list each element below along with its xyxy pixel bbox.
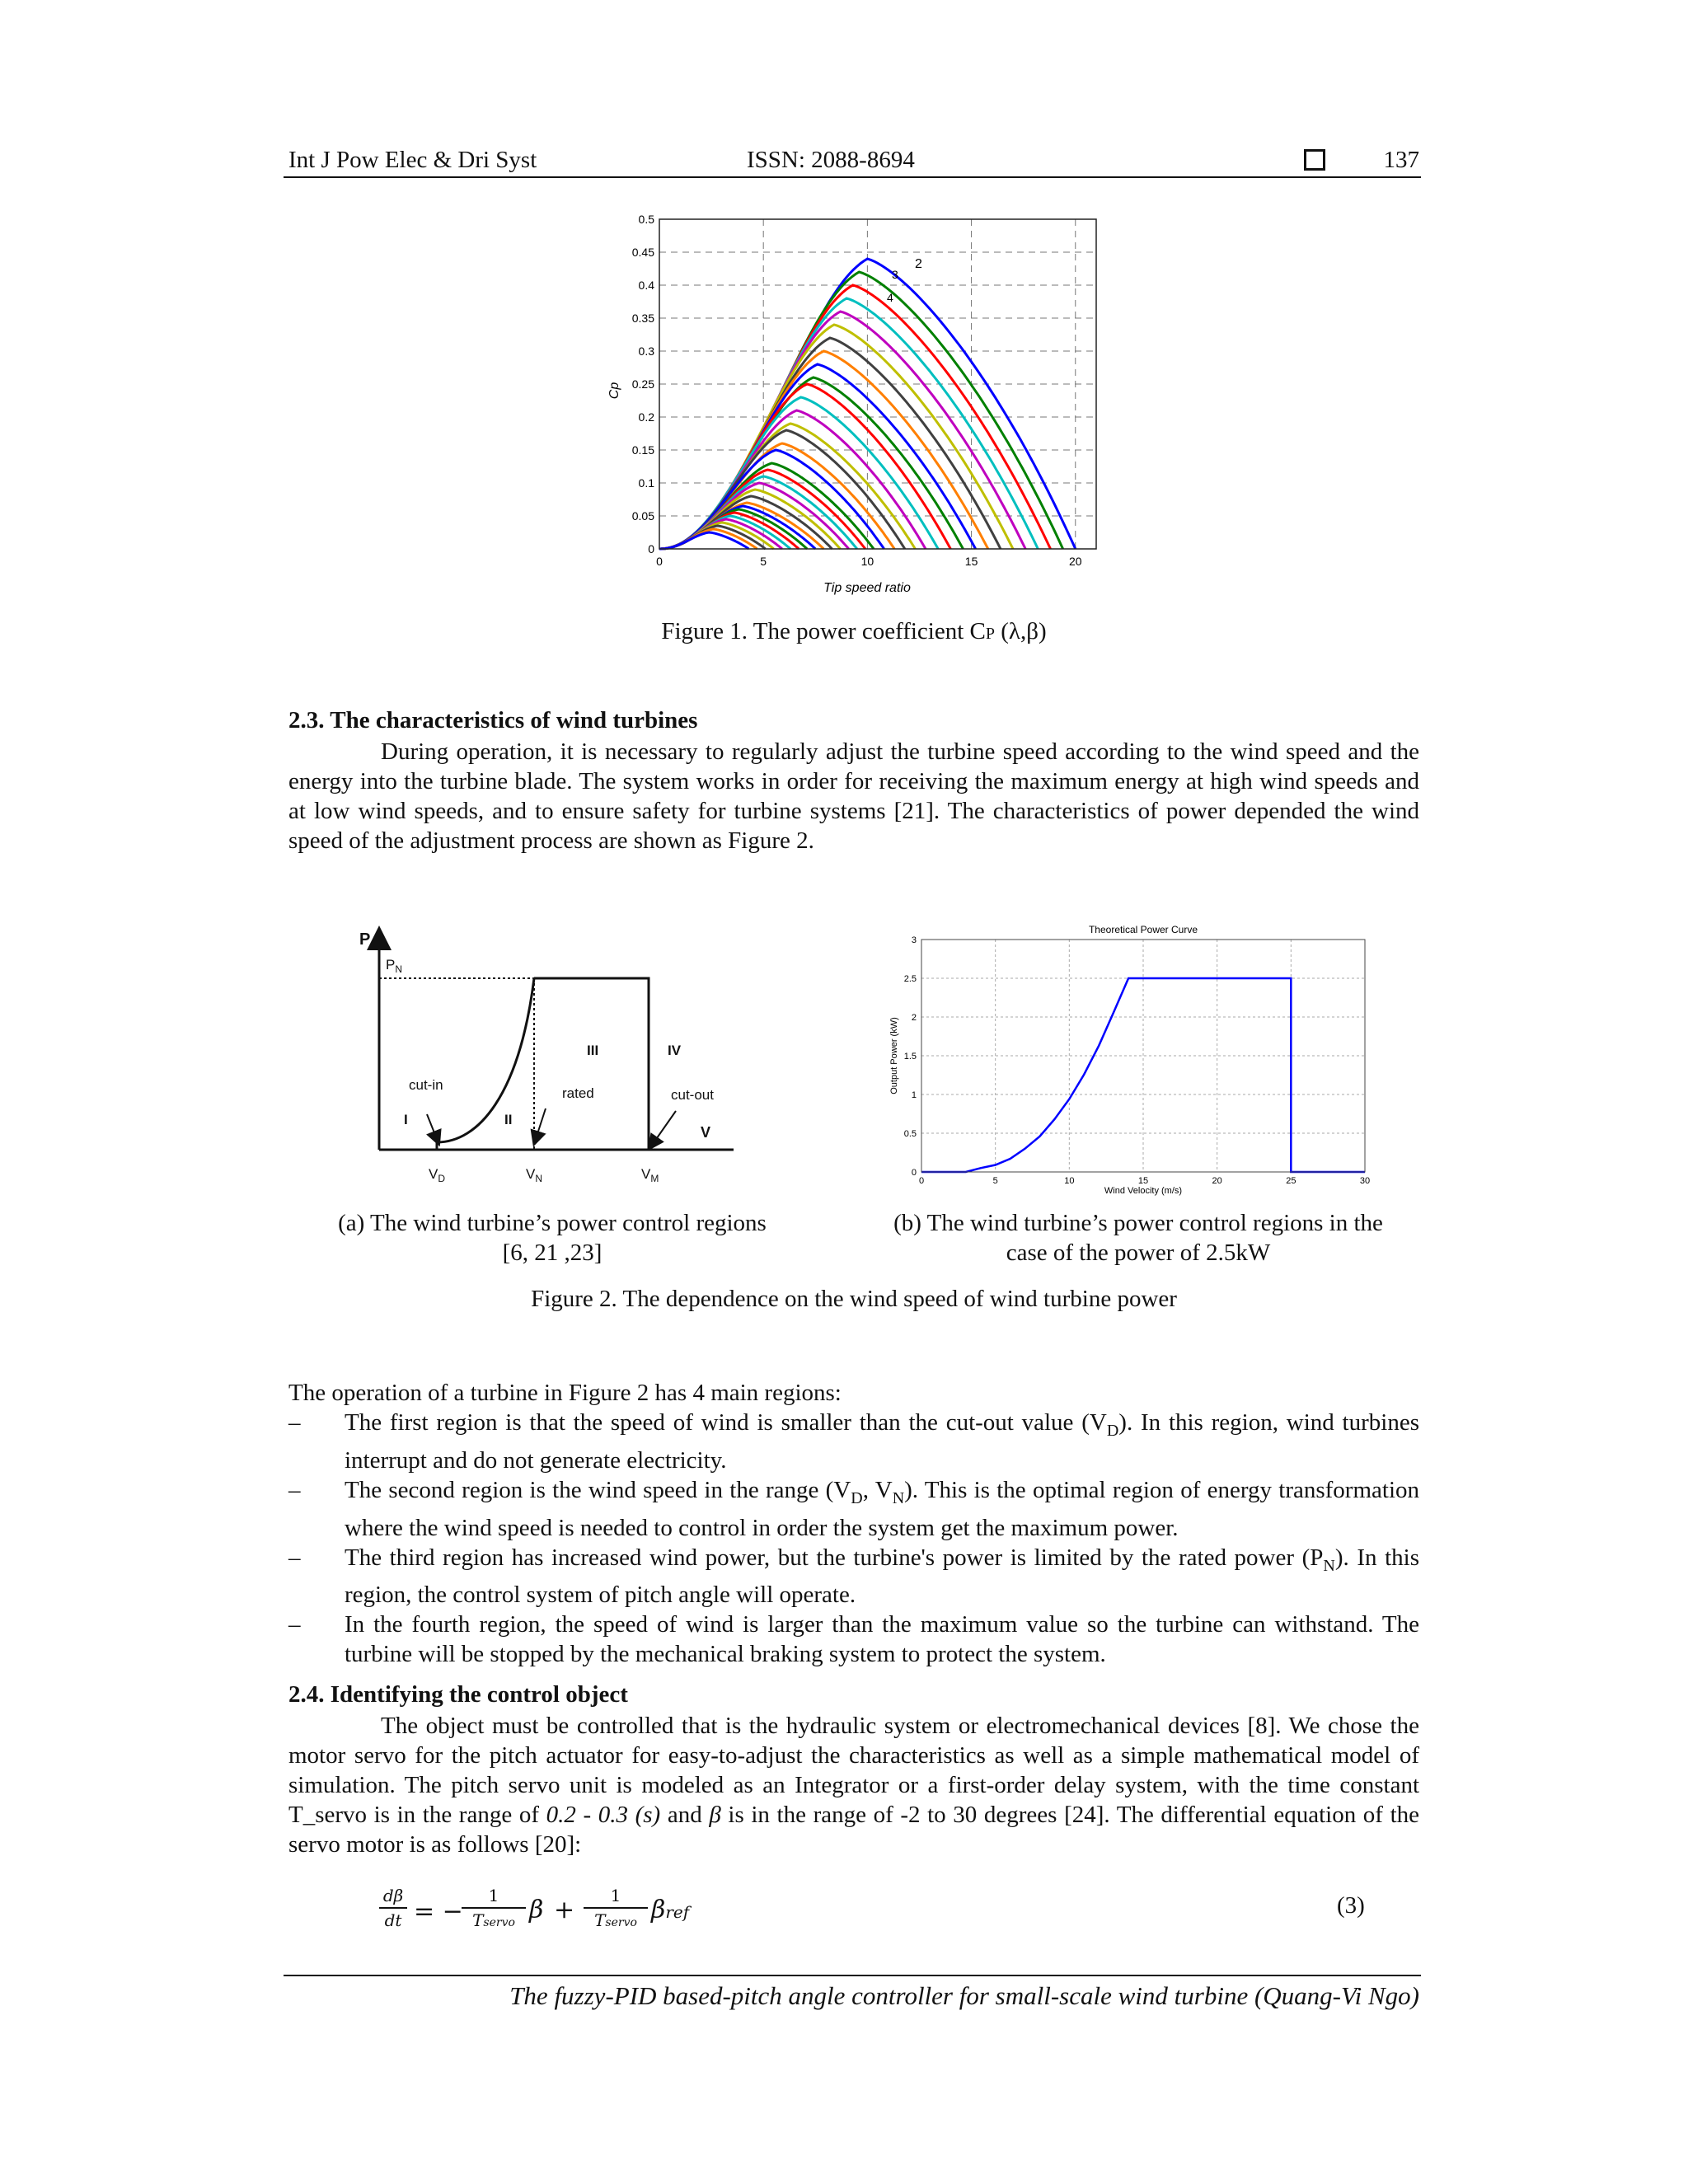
x-tick-label: 20: [1212, 1176, 1222, 1186]
pn-label: $P_N$: [386, 957, 403, 975]
power-curve: [437, 978, 534, 1150]
section-2-3-body: During operation, it is necessary to regularly adjust the turbine speed according to the wind speed and the energy into the turbine blade. The system works in order for receiving the maximum energy at high wind speeds and at low wind speeds, and to ensure safety for turbine systems [21]. The characteristics of power depended the wind speed of the adjustment process are shown as Figure 2.: [288, 738, 1419, 854]
figure2a-caption: (a) The wind turbine’s power control regions [6, 21 ,23]: [338, 1210, 767, 1266]
y-tick-label: 3: [911, 935, 917, 945]
page-footer: The fuzzy-PID based-pitch angle controller for small-scale wind turbine (Quang-Vi Ngo): [509, 1981, 1419, 2010]
list-item: – The second region is the wind speed in the range ($V_D$, $V_N$). This is the optimal region of energy transformation where the wind speed is needed to control in order the system get the maximum power.: [288, 1476, 1420, 1541]
y-tick-label: 0.2: [638, 410, 654, 424]
curve-label-3: 3: [892, 268, 898, 281]
cut-out-arrow: [653, 1111, 676, 1144]
vn-label: $V_N$: [526, 1166, 543, 1184]
figure2b-power-curve-chart: [887, 921, 1381, 1202]
y-tick-label: 0.3: [638, 344, 654, 358]
y-tick-label: 0: [911, 1168, 917, 1178]
rated-arrow: [536, 1108, 546, 1139]
rated-label: rated: [562, 1085, 594, 1101]
y-tick-label: 0.15: [631, 443, 654, 457]
figure2b-caption: (b) The wind turbine’s power control regions in the case of the power of 2.5kW: [893, 1210, 1383, 1266]
x-tick-label: 5: [760, 555, 767, 568]
section-2-4-body: The object must be controlled that is the hydraulic system or electromechanical devices [8]. We chose the motor servo for the pitch actuator for easy-to-adjust the characteristics as well as a simple mathematical model of simulation. The pitch servo unit is modeled as an Integrator or a first-order delay system, with the time constant T_servo is in the range of 0.2 - 0.3 (s) and β is in the range of -2 to 30 degrees [24]. The differential equation of the servo motor is as follows [20]:: [288, 1713, 1420, 1858]
curve-label-2: 2: [915, 257, 922, 271]
journal-name: Int J Pow Elec & Dri Syst: [288, 147, 537, 173]
y-axis-label: Output Power (kW): [889, 1017, 899, 1094]
chart-title: Theoretical Power Curve: [1088, 924, 1198, 935]
x-tick-label: 20: [1068, 555, 1082, 568]
y-tick-label: 0.4: [638, 279, 654, 292]
rated-power-line: [534, 978, 649, 1150]
x-tick-label: 25: [1286, 1176, 1296, 1186]
section-2-4-title: 2.4. Identifying the control object: [288, 1681, 628, 1708]
regions-list: [288, 1408, 1419, 1669]
y-tick-label: 1: [911, 1090, 917, 1100]
x-tick-label: 10: [860, 555, 874, 568]
figure2a-control-regions: [346, 923, 742, 1195]
list-item: – The third region has increased wind power, but the turbine's power is limited by the rated power $(P_N)$. In this region, the control system of pitch angle will operate.: [288, 1544, 1419, 1609]
curve-label-4: 4: [887, 291, 893, 304]
region-2-label: II: [504, 1112, 513, 1127]
x-tick-label: 10: [1064, 1176, 1075, 1186]
y-tick-label: 0.05: [631, 509, 654, 523]
cut-in-label: cut-in: [409, 1077, 443, 1093]
cut-out-label: cut-out: [671, 1087, 714, 1103]
x-axis-label: Tip speed ratio: [823, 581, 911, 595]
x-tick-label: 15: [964, 555, 978, 568]
y-axis-label: Cp: [607, 382, 621, 400]
vm-label: $V_M$: [641, 1166, 659, 1184]
y-tick-label: 0: [648, 542, 654, 555]
region-1-label: I: [404, 1112, 408, 1127]
y-tick-label: 0.25: [631, 377, 654, 391]
x-tick-label: 0: [656, 555, 663, 568]
y-tick-label: 1.5: [903, 1052, 917, 1062]
y-tick-label: 2: [911, 1013, 917, 1023]
y-tick-label: 2.5: [903, 974, 917, 984]
issn: ISSN: 2088-8694: [747, 147, 915, 173]
section-2-3-title: 2.3. The characteristics of wind turbines: [288, 707, 698, 733]
page-number: 137: [1383, 147, 1419, 173]
vd-label: $V_D$: [429, 1166, 446, 1184]
y-tick-label: 0.35: [631, 312, 654, 325]
figure2-caption: Figure 2. The dependence on the wind speed of wind turbine power: [531, 1286, 1177, 1312]
y-tick-label: 0.5: [638, 213, 654, 226]
x-tick-label: 30: [1359, 1176, 1371, 1186]
v-label: V: [701, 1124, 711, 1141]
figure1-cp-chart: [602, 208, 1113, 595]
regions-intro: The operation of a turbine in Figure 2 has 4 main regions:: [288, 1380, 842, 1406]
footer-rule: [284, 1975, 1421, 1976]
header-rule: [284, 176, 1421, 178]
x-tick-label: 15: [1137, 1176, 1149, 1186]
figure1-caption: Figure 1. The power coefficient CP (λ,β): [661, 618, 1047, 644]
x-tick-label: 0: [918, 1176, 925, 1186]
region-4-label: IV: [668, 1043, 682, 1058]
p-label: P: [359, 930, 371, 949]
equation-number: (3): [1337, 1892, 1365, 1919]
y-tick-label: 0.5: [903, 1129, 917, 1139]
list-item: – In the fourth region, the speed of wind is larger than the maximum value so the turbine can withstand. The turbine will be stopped by the mechanical braking system to protect the system.: [288, 1611, 1419, 1668]
equation-3: dβ dt = − 1 Tservo β + 1 Tservo βref: [379, 1886, 841, 1943]
cut-in-arrow: [427, 1114, 437, 1139]
y-tick-label: 0.45: [631, 246, 654, 259]
region-3-label: III: [587, 1043, 599, 1058]
list-item: – The first region is that the speed of wind is smaller than the cut-out value $(V_D)$. In this region, wind turbines interrupt and do not generate electricity.: [288, 1409, 1419, 1474]
x-axis-label: Wind Velocity (m/s): [1104, 1186, 1183, 1196]
x-tick-label: 5: [992, 1176, 998, 1186]
square-bullet-icon: [1304, 149, 1325, 171]
y-tick-label: 0.1: [638, 476, 654, 490]
page-header: [288, 147, 1419, 180]
